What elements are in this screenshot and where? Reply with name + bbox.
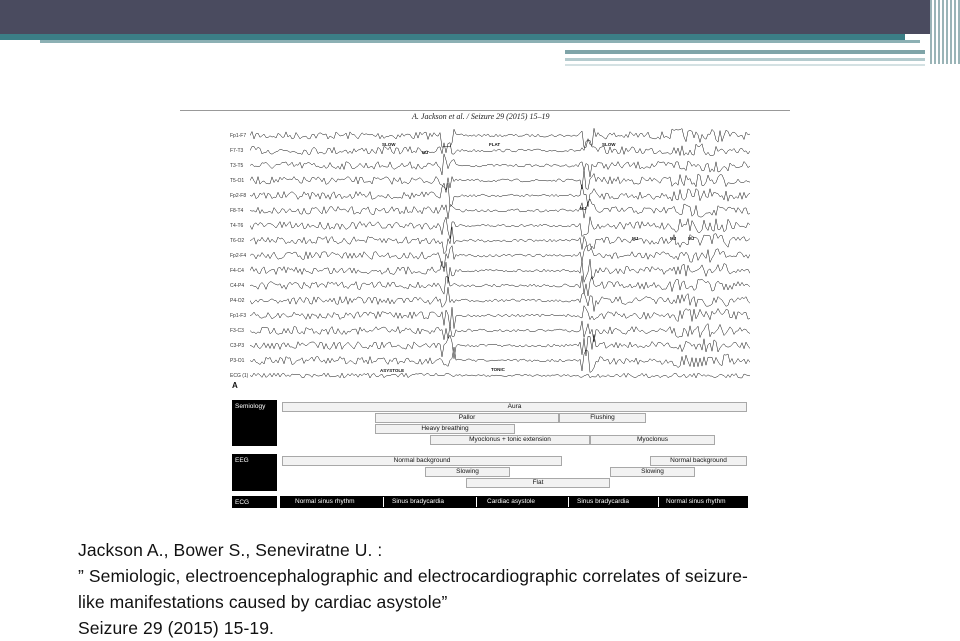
ecg-segment: Cardiac asystole bbox=[487, 498, 536, 505]
annotation-mj: MJ bbox=[688, 236, 695, 241]
channel-label: P3-O1 bbox=[230, 357, 245, 364]
channel-label: Fp1-F3 bbox=[230, 312, 247, 319]
channel-label: T5-O1 bbox=[230, 177, 245, 184]
annotation-mj: MJ bbox=[580, 206, 587, 211]
eeg-label: EEG bbox=[232, 454, 277, 491]
semiology-label: Semiology bbox=[232, 400, 277, 446]
ecg-separator bbox=[383, 497, 384, 507]
eeg-trace bbox=[250, 154, 750, 177]
accent-stripe bbox=[40, 40, 920, 43]
ecg-separator bbox=[476, 497, 477, 507]
annotation-mj: MJ bbox=[670, 236, 677, 241]
eeg-trace bbox=[250, 334, 750, 358]
figure bbox=[180, 104, 790, 512]
journal-header: A. Jackson et al. / Seizure 29 (2015) 15–19 bbox=[412, 112, 550, 121]
channel-label: ECG (1) bbox=[230, 372, 249, 379]
annotation-mj: MJ bbox=[422, 150, 429, 155]
eeg-bar-slowing: Slowing bbox=[610, 467, 695, 477]
eeg-trace bbox=[250, 244, 750, 268]
eeg-recording bbox=[230, 128, 750, 383]
title-bar bbox=[0, 0, 960, 34]
accent-stripe bbox=[565, 64, 925, 66]
panel-letter: A bbox=[232, 381, 238, 390]
eeg-trace bbox=[250, 169, 750, 189]
ecg-segment: Normal sinus rhythm bbox=[295, 498, 355, 505]
channel-label: F3-C3 bbox=[230, 327, 244, 334]
citation-title-line2: like manifestations caused by cardiac asystole” bbox=[78, 592, 448, 612]
eeg-bar-flat: Flat bbox=[466, 478, 610, 488]
eeg-bar-slowing: Slowing bbox=[425, 467, 510, 477]
annotation-slow: SLOW bbox=[382, 142, 396, 147]
channel-label: F7-T3 bbox=[230, 147, 244, 154]
channel-label: P4-O2 bbox=[230, 297, 245, 304]
channel-label: Fp2-F8 bbox=[230, 192, 247, 199]
eeg-trace bbox=[250, 259, 750, 283]
eeg-trace bbox=[250, 276, 750, 296]
eeg-bar-normal-background: Normal background bbox=[282, 456, 562, 466]
eeg-trace bbox=[250, 306, 750, 329]
channel-label: Fp1-F7 bbox=[230, 132, 247, 139]
eeg-trace bbox=[250, 321, 750, 342]
semiology-bar-pallor: Pallor bbox=[375, 413, 559, 423]
channel-label: C4-P4 bbox=[230, 282, 245, 289]
eeg-bar-normal-background: Normal background bbox=[650, 456, 747, 466]
eeg-trace bbox=[250, 287, 750, 311]
semiology-bar-aura: Aura bbox=[282, 402, 747, 412]
channel-label: F4-C4 bbox=[230, 267, 244, 274]
eeg-trace bbox=[250, 199, 750, 219]
semiology-bar-myoclonus: Myoclonus bbox=[590, 435, 715, 445]
accent-stripe bbox=[565, 58, 925, 61]
citation-authors: Jackson A., Bower S., Seneviratne U. : bbox=[78, 540, 383, 560]
ecg-segment: Sinus bradycardia bbox=[577, 498, 630, 505]
citation-title-line1: ” Semiologic, electroencephalographic and electrocardiographic correlates of seizure- bbox=[78, 566, 748, 586]
annotation-mj: MJ bbox=[632, 236, 639, 241]
eeg-trace bbox=[250, 183, 750, 207]
semiology-bar-flushing: Flushing bbox=[559, 413, 646, 423]
semiology-bar-heavy-breathing: Heavy breathing bbox=[375, 424, 515, 434]
ecg-segment: Sinus bradycardia bbox=[392, 498, 445, 505]
channel-label: F8-T4 bbox=[230, 207, 244, 214]
annotation-slow: SLOW bbox=[602, 142, 616, 147]
semiology-bar-myoclonus-tonic: Myoclonus + tonic extension bbox=[430, 435, 590, 445]
ecg-separator bbox=[658, 497, 659, 507]
channel-label: T3-T5 bbox=[230, 162, 244, 169]
decorative-stripes bbox=[930, 0, 960, 64]
ecg-segment: Normal sinus rhythm bbox=[666, 498, 726, 505]
channel-label: T6-O2 bbox=[230, 237, 245, 244]
header-rule bbox=[180, 110, 790, 111]
eeg-trace bbox=[250, 373, 750, 378]
eeg-traces bbox=[250, 128, 750, 383]
annotation-flat: FLAT bbox=[489, 142, 501, 147]
channel-label: T4-T6 bbox=[230, 222, 244, 229]
accent-stripe bbox=[565, 50, 925, 54]
channel-label: C3-P3 bbox=[230, 342, 245, 349]
annotation-asystole: ASYSTOLE bbox=[380, 368, 405, 373]
channel-label: Fp2-F4 bbox=[230, 252, 247, 259]
ecg-label: ECG bbox=[232, 496, 277, 508]
citation-journal: Seizure 29 (2015) 15-19. bbox=[78, 618, 274, 638]
ecg-separator bbox=[568, 497, 569, 507]
annotation-tonic: TONIC bbox=[491, 367, 505, 372]
citation bbox=[78, 537, 748, 641]
